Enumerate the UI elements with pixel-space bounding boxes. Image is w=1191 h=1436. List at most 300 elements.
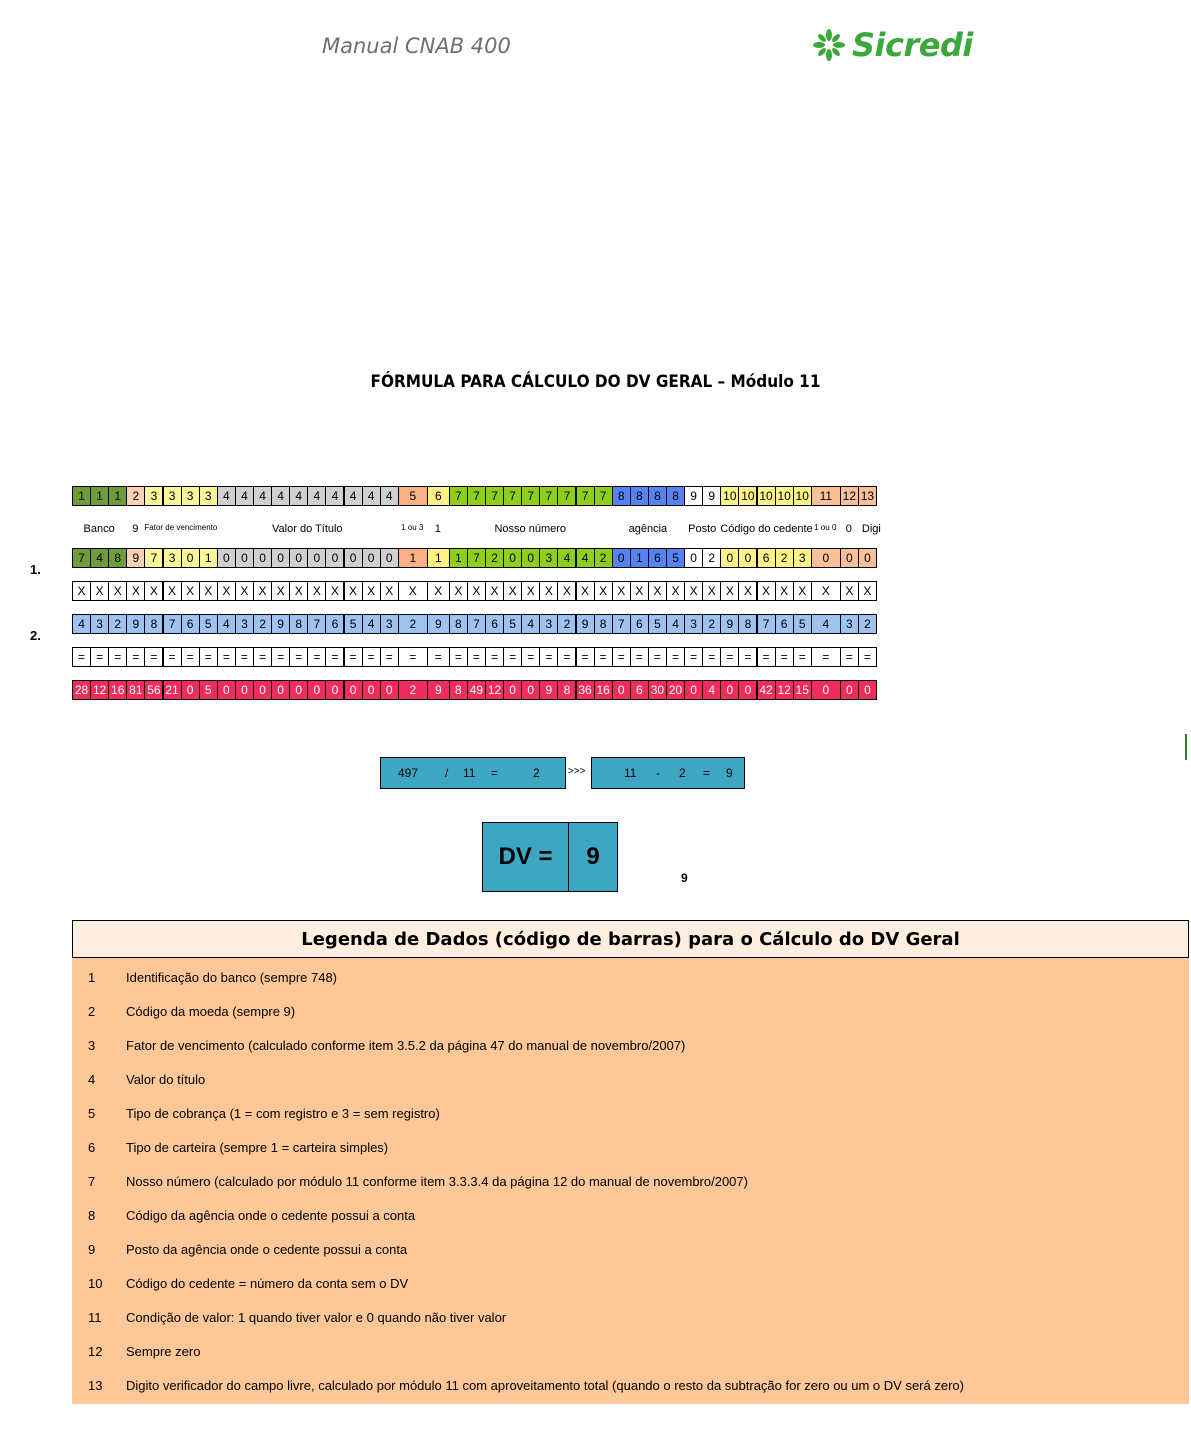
group-cell: 13 [858, 486, 877, 506]
product-cell: 4 [702, 680, 721, 700]
group-cell: 10 [720, 486, 739, 506]
formula-title: FÓRMULA PARA CÁLCULO DO DV GERAL – Módulo 11 [370, 372, 821, 392]
legend-item-text: Sempre zero [126, 1344, 201, 1359]
group-cell: 4 [344, 486, 363, 506]
dv-result-box [482, 822, 618, 892]
multiply-cell: X [380, 581, 399, 601]
group-cell: 11 [811, 486, 841, 506]
product-cell: 28 [72, 680, 91, 700]
digit-cell: 0 [362, 548, 381, 568]
digit-cell: 2 [485, 548, 504, 568]
sum-value: 497 [398, 766, 419, 780]
grid-group-label: Banco [83, 523, 115, 535]
equals-cell: = [181, 647, 200, 667]
legend-item-text: Código da agência onde o cedente possui a conta [126, 1208, 416, 1223]
legend-item-number: 6 [88, 1140, 96, 1155]
legend-item-text: Fator de vencimento (calculado conforme item 3.5.2 da página 47 do manual de novembro/2007) [126, 1038, 686, 1053]
group-cell: 9 [684, 486, 703, 506]
equals-cell: = [666, 647, 685, 667]
legend-item-text: Identificação do banco (sempre 748) [126, 970, 338, 985]
weight-cell: 5 [793, 614, 812, 634]
digit-cell: 1 [630, 548, 649, 568]
weight-cell: 3 [840, 614, 859, 634]
grid-group-label: 9 [132, 523, 139, 535]
multiply-cell: X [344, 581, 363, 601]
multiply-cell: X [503, 581, 522, 601]
equals-cell: = [449, 647, 468, 667]
remainder-value: 2 [533, 766, 540, 780]
product-cell: 30 [648, 680, 667, 700]
product-cell: 0 [858, 680, 877, 700]
weight-cell: 8 [449, 614, 468, 634]
weight-cell: 7 [467, 614, 486, 634]
digit-cell: 1 [398, 548, 428, 568]
weight-cell: 4 [72, 614, 91, 634]
multiply-cell: X [684, 581, 703, 601]
weight-cell: 2 [108, 614, 127, 634]
multiply-cell: X [612, 581, 631, 601]
digit-cell: 0 [612, 548, 631, 568]
digit-cell: 7 [72, 548, 91, 568]
legend-item-number: 1 [88, 970, 96, 985]
equals-cell: = [398, 647, 428, 667]
product-cell: 0 [380, 680, 399, 700]
equals-cell: = [793, 647, 812, 667]
equals-sign: = [703, 766, 711, 780]
multiply-cell: X [840, 581, 859, 601]
weight-cell: 8 [144, 614, 163, 634]
grid-group-label: Posto [688, 523, 717, 535]
equals-cell: = [648, 647, 667, 667]
multiply-cell: X [594, 581, 613, 601]
group-cell: 9 [702, 486, 721, 506]
legend-item-number: 4 [88, 1072, 96, 1087]
digit-cell: 0 [684, 548, 703, 568]
product-cell: 0 [684, 680, 703, 700]
multiply-cell: X [90, 581, 109, 601]
equals-cell: = [858, 647, 877, 667]
dv-value: 9 [586, 843, 600, 870]
digit-cell: 0 [840, 548, 859, 568]
weight-cell: 9 [271, 614, 290, 634]
digit-cell: 2 [702, 548, 721, 568]
multiply-cell: X [720, 581, 739, 601]
equals-cell: = [325, 647, 344, 667]
multiply-cell: X [253, 581, 272, 601]
digit-cell: 0 [503, 548, 522, 568]
product-cell: 5 [199, 680, 218, 700]
multiply-cell: X [648, 581, 667, 601]
weight-cell: 9 [126, 614, 145, 634]
multiply-cell: X [144, 581, 163, 601]
product-cell: 15 [793, 680, 812, 700]
multiply-cell: X [630, 581, 649, 601]
multiply-cell: X [325, 581, 344, 601]
group-cell: 3 [144, 486, 163, 506]
weight-cell: 2 [702, 614, 721, 634]
weight-cell: 6 [775, 614, 794, 634]
equals-cell: = [521, 647, 540, 667]
sicredi-logo [812, 26, 973, 64]
weight-cell: 4 [362, 614, 381, 634]
digit-cell: 0 [235, 548, 254, 568]
minus-sign: - [656, 766, 660, 780]
product-cell: 0 [344, 680, 363, 700]
weight-cell: 8 [738, 614, 757, 634]
product-cell: 56 [144, 680, 163, 700]
equals-cell: = [163, 647, 182, 667]
product-cell: 0 [253, 680, 272, 700]
group-cell: 7 [557, 486, 576, 506]
equals-cell: = [594, 647, 613, 667]
legend-item-number: 8 [88, 1208, 96, 1223]
digit-cell: 4 [90, 548, 109, 568]
legend-item-number: 12 [88, 1344, 103, 1359]
digit-cell: 2 [594, 548, 613, 568]
digit-cell: 3 [793, 548, 812, 568]
grid-group-label: 0 [845, 523, 852, 535]
divisor-value: 11 [463, 766, 476, 780]
product-cell: 12 [775, 680, 794, 700]
digit-cell: 6 [757, 548, 776, 568]
group-cell: 7 [539, 486, 558, 506]
legend-item-number: 10 [88, 1276, 103, 1291]
weight-cell: 6 [181, 614, 200, 634]
digit-cell: 4 [557, 548, 576, 568]
equals-cell: = [503, 647, 522, 667]
group-cell: 8 [666, 486, 685, 506]
grid-group-label: Valor do Título [272, 523, 343, 535]
product-cell: 12 [90, 680, 109, 700]
product-cell: 0 [217, 680, 236, 700]
multiply-cell: X [557, 581, 576, 601]
minuend-value: 11 [624, 766, 637, 780]
equals-cell: = [72, 647, 91, 667]
product-cell: 0 [307, 680, 326, 700]
multiply-cell: X [108, 581, 127, 601]
equals-cell: = [144, 647, 163, 667]
weight-cell: 3 [684, 614, 703, 634]
legend-item-number: 7 [88, 1174, 96, 1189]
product-cell: 42 [757, 680, 776, 700]
digit-cell: 0 [521, 548, 540, 568]
digit-cell: 0 [217, 548, 236, 568]
legend-item-text: Tipo de cobrança (1 = com registro e 3 = sem registro) [126, 1106, 440, 1121]
digit-cell: 0 [289, 548, 308, 568]
weight-cell: 7 [612, 614, 631, 634]
legend-item-number: 2 [88, 1004, 96, 1019]
grid-group-label: Nosso número [494, 523, 567, 535]
equals-cell: = [612, 647, 631, 667]
multiply-cell: X [362, 581, 381, 601]
digit-cell: 1 [449, 548, 468, 568]
multiply-cell: X [427, 581, 450, 601]
group-cell: 8 [648, 486, 667, 506]
group-cell: 4 [271, 486, 290, 506]
group-cell: 10 [793, 486, 812, 506]
digit-cell: 8 [108, 548, 127, 568]
weight-cell: 6 [630, 614, 649, 634]
equals-cell: = [235, 647, 254, 667]
product-cell: 0 [811, 680, 841, 700]
group-cell: 10 [738, 486, 757, 506]
group-cell: 7 [576, 486, 595, 506]
dv-small-value: 9 [681, 871, 688, 885]
equals-cell: = [485, 647, 504, 667]
product-cell: 0 [325, 680, 344, 700]
digit-cell: 0 [181, 548, 200, 568]
multiply-cell: X [775, 581, 794, 601]
equals-cell: = [840, 647, 859, 667]
multiply-cell: X [449, 581, 468, 601]
multiply-cell: X [757, 581, 776, 601]
group-cell: 3 [181, 486, 200, 506]
equals-cell: = [467, 647, 486, 667]
digit-cell: 3 [539, 548, 558, 568]
weight-cell: 5 [199, 614, 218, 634]
manual-title: Manual CNAB 400 [322, 34, 511, 58]
weight-cell: 7 [307, 614, 326, 634]
weight-cell: 6 [485, 614, 504, 634]
equals-sign: = [491, 766, 499, 780]
brand-name: Sicredi [852, 26, 973, 64]
legend-item-text: Condição de valor: 1 quando tiver valor e 0 quando não tiver valor [126, 1310, 507, 1325]
equals-cell: = [90, 647, 109, 667]
equals-cell: = [684, 647, 703, 667]
weight-cell: 8 [289, 614, 308, 634]
weight-cell: 4 [666, 614, 685, 634]
multiply-cell: X [126, 581, 145, 601]
digit-cell: 0 [307, 548, 326, 568]
equals-cell: = [344, 647, 363, 667]
group-cell: 4 [289, 486, 308, 506]
group-cell: 4 [307, 486, 326, 506]
product-cell: 9 [539, 680, 558, 700]
multiply-cell: X [539, 581, 558, 601]
group-cell: 12 [840, 486, 859, 506]
multiply-cell: X [181, 581, 200, 601]
group-cell: 10 [757, 486, 776, 506]
weight-cell: 9 [427, 614, 450, 634]
equals-cell: = [217, 647, 236, 667]
equals-cell: = [720, 647, 739, 667]
digit-cell: 4 [576, 548, 595, 568]
multiply-cell: X [666, 581, 685, 601]
digit-cell: 1 [199, 548, 218, 568]
multiply-cell: X [235, 581, 254, 601]
digit-cell: 1 [427, 548, 450, 568]
weight-cell: 9 [576, 614, 595, 634]
multiply-cell: X [289, 581, 308, 601]
weight-cell: 2 [557, 614, 576, 634]
group-cell: 3 [199, 486, 218, 506]
group-cell: 7 [503, 486, 522, 506]
weight-cell: 3 [235, 614, 254, 634]
legend-title: Legenda de Dados (código de barras) para o Cálculo do DV Geral [72, 920, 1189, 958]
multiply-cell: X [72, 581, 91, 601]
grid-group-label: 1 ou 3 [401, 523, 424, 532]
row-label-2: 2. [30, 628, 41, 643]
product-cell: 21 [163, 680, 182, 700]
digit-cell: 0 [380, 548, 399, 568]
product-cell: 0 [612, 680, 631, 700]
multiply-cell: X [271, 581, 290, 601]
group-cell: 7 [467, 486, 486, 506]
multiply-cell: X [793, 581, 812, 601]
product-cell: 2 [398, 680, 428, 700]
product-cell: 0 [720, 680, 739, 700]
group-cell: 4 [325, 486, 344, 506]
digit-cell: 0 [738, 548, 757, 568]
legend-item-text: Valor do título [126, 1072, 206, 1087]
weight-cell: 2 [253, 614, 272, 634]
product-cell: 0 [289, 680, 308, 700]
digit-cell: 0 [811, 548, 841, 568]
weight-cell: 3 [90, 614, 109, 634]
equals-cell: = [199, 647, 218, 667]
product-cell: 6 [630, 680, 649, 700]
product-cell: 81 [126, 680, 145, 700]
legend-item-number: 5 [88, 1106, 96, 1121]
weight-cell: 5 [344, 614, 363, 634]
equals-cell: = [289, 647, 308, 667]
equals-cell: = [539, 647, 558, 667]
multiply-cell: X [467, 581, 486, 601]
multiply-cell: X [199, 581, 218, 601]
multiply-cell: X [485, 581, 504, 601]
group-cell: 7 [594, 486, 613, 506]
product-cell: 0 [738, 680, 757, 700]
group-cell: 1 [108, 486, 127, 506]
product-cell: 49 [467, 680, 486, 700]
product-cell: 16 [108, 680, 127, 700]
grid-group-label: agência [628, 523, 668, 535]
equals-cell: = [702, 647, 721, 667]
subtraction-box [591, 757, 745, 789]
group-cell: 1 [90, 486, 109, 506]
weight-cell: 4 [521, 614, 540, 634]
weight-cell: 5 [648, 614, 667, 634]
legend-item-text: Código do cedente = número da conta sem o DV [126, 1276, 409, 1291]
weight-cell: 4 [217, 614, 236, 634]
equals-cell: = [362, 647, 381, 667]
legend-panel [72, 920, 1189, 1404]
sicredi-leaf-icon [812, 28, 846, 62]
multiply-cell: X [576, 581, 595, 601]
group-cell: 3 [163, 486, 182, 506]
grid-group-label: Código do cedente [720, 523, 813, 535]
legend-item-text: Tipo de carteira (sempre 1 = carteira simples) [126, 1140, 389, 1155]
group-cell: 8 [612, 486, 631, 506]
digit-cell: 2 [775, 548, 794, 568]
dv-label: DV = [483, 823, 569, 891]
product-cell: 0 [235, 680, 254, 700]
digit-cell: 0 [271, 548, 290, 568]
multiply-cell: X [858, 581, 877, 601]
digit-cell: 0 [253, 548, 272, 568]
arrow-text: >>> [568, 766, 586, 777]
product-cell: 9 [427, 680, 450, 700]
multiply-cell: X [521, 581, 540, 601]
product-cell: 0 [271, 680, 290, 700]
weight-cell: 5 [503, 614, 522, 634]
weight-cell: 3 [380, 614, 399, 634]
weight-cell: 3 [539, 614, 558, 634]
legend-item-text: Digito verificador do campo livre, calculado por módulo 11 com aproveitamento total (quando o resto da subtração for zero ou um o DV será zero) [126, 1378, 964, 1393]
multiply-cell: X [307, 581, 326, 601]
equals-cell: = [630, 647, 649, 667]
group-cell: 4 [235, 486, 254, 506]
digit-cell: 7 [144, 548, 163, 568]
weight-cell: 7 [757, 614, 776, 634]
equals-cell: = [271, 647, 290, 667]
row-label-1: 1. [30, 562, 41, 577]
weight-cell: 6 [325, 614, 344, 634]
group-cell: 4 [362, 486, 381, 506]
equals-cell: = [253, 647, 272, 667]
group-cell: 1 [72, 486, 91, 506]
equals-cell: = [775, 647, 794, 667]
product-cell: 16 [594, 680, 613, 700]
product-cell: 8 [557, 680, 576, 700]
multiply-cell: X [163, 581, 182, 601]
group-cell: 10 [775, 486, 794, 506]
grid-group-label: 1 [434, 523, 441, 535]
product-cell: 0 [521, 680, 540, 700]
multiply-cell: X [217, 581, 236, 601]
group-cell: 5 [398, 486, 428, 506]
barcode-grid [72, 486, 1191, 713]
multiply-cell: X [398, 581, 428, 601]
division-box [380, 757, 566, 789]
group-cell: 4 [217, 486, 236, 506]
group-cell: 7 [449, 486, 468, 506]
weight-cell: 4 [811, 614, 841, 634]
group-cell: 6 [427, 486, 450, 506]
digit-cell: 9 [126, 548, 145, 568]
digit-cell: 6 [648, 548, 667, 568]
weight-cell: 2 [398, 614, 428, 634]
equals-cell: = [126, 647, 145, 667]
equals-cell: = [557, 647, 576, 667]
digit-cell: 0 [325, 548, 344, 568]
equals-cell: = [380, 647, 399, 667]
multiply-cell: X [811, 581, 841, 601]
legend-item-number: 3 [88, 1038, 96, 1053]
weight-cell: 7 [163, 614, 182, 634]
result-value: 9 [726, 766, 733, 780]
equals-cell: = [307, 647, 326, 667]
legend-item-text: Nosso número (calculado por módulo 11 conforme item 3.3.3.4 da página 12 do manual de novembro/2007) [126, 1174, 748, 1189]
product-cell: 12 [485, 680, 504, 700]
product-cell: 8 [449, 680, 468, 700]
digit-cell: 3 [163, 548, 182, 568]
legend-item-number: 13 [88, 1378, 103, 1393]
group-cell: 8 [630, 486, 649, 506]
equals-cell: = [811, 647, 841, 667]
equals-cell: = [427, 647, 450, 667]
group-cell: 4 [253, 486, 272, 506]
equals-cell: = [757, 647, 776, 667]
product-cell: 0 [181, 680, 200, 700]
product-cell: 0 [840, 680, 859, 700]
equals-cell: = [108, 647, 127, 667]
weight-cell: 9 [720, 614, 739, 634]
cell-border-mark [1185, 734, 1187, 760]
multiply-cell: X [702, 581, 721, 601]
equals-cell: = [576, 647, 595, 667]
multiply-cell: X [738, 581, 757, 601]
